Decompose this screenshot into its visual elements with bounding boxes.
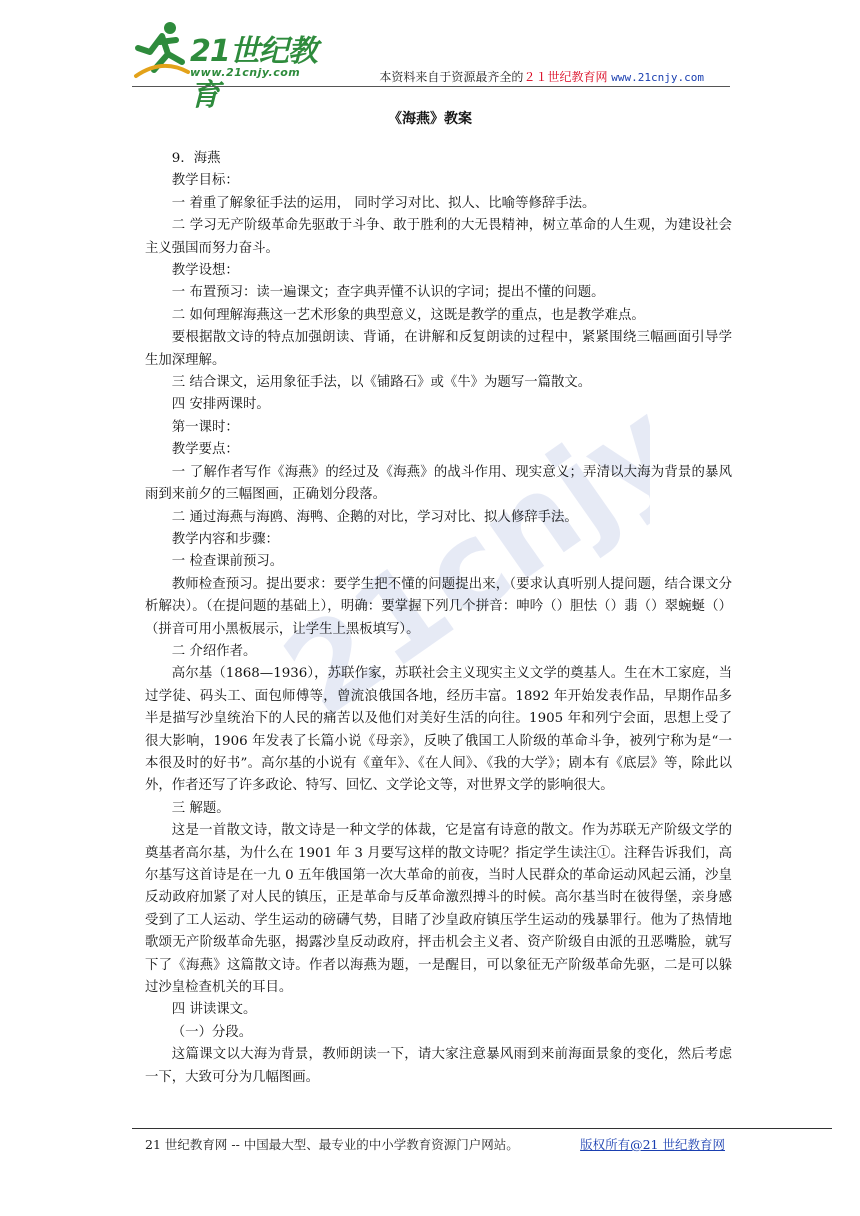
running-figure-icon [132,18,192,84]
paragraph: 教学目标： [171,173,239,189]
header-note-prefix: 本资料来自于资源最齐全的 [379,70,524,84]
paragraph: 一 检查课前预习。 [171,554,284,570]
paragraph: 三 解题。 [171,800,230,816]
paragraph: 9．海燕 [171,151,221,166]
header-note [379,68,704,85]
paragraph: 二 学习无产阶级革命先驱敢于斗争、敢于胜利的大无畏精神，树立革命的人生观，为建设社会主义强国而努力奋斗。 [145,218,732,256]
page-footer [145,1135,725,1153]
document-body [145,148,732,1089]
footer-text: 21 世纪教育网 -- 中国最大型、最专业的中小学教育资源门户网站。 [145,1137,519,1152]
footer-divider [132,1128,832,1129]
paragraph: （一）分段。 [171,1024,253,1040]
paragraph: 要根据散文诗的特点加强朗读、背诵，在讲解和反复朗读的过程中，紧紧围绕三幅画面引导学生加深理解。 [145,330,732,368]
paragraph: 教学内容和步骤： [171,531,279,547]
paragraph: 二 介绍作者。 [171,643,257,659]
paragraph: 教学设想： [171,263,239,279]
paragraph: 教学要点： [171,442,239,458]
site-logo[interactable] [132,18,342,113]
paragraph: 二 如何理解海燕这一艺术形象的典型意义，这既是教学的重点，也是教学难点。 [171,307,645,323]
paragraph: 一 布置预习：读一遍课文；查字典弄懂不认识的字词；提出不懂的问题。 [171,285,605,301]
paragraph: 第一课时： [171,419,239,435]
logo-url: www.21cnjy.com [190,66,301,79]
paragraph: 四 讲读课文。 [171,1002,257,1018]
svg-text:21cnjy: 21cnjy [260,380,650,745]
header-url-link[interactable]: www.21cnjy.com [611,71,704,84]
paragraph: 一 着重了解象征手法的运用， 同时学习对比、拟人、比喻等修辞手法。 [171,195,596,211]
paragraph: 这是一首散文诗，散文诗是一种文学的体裁，它是富有诗意的散文。作为苏联无产阶级文学的奠基者高尔基，为什么在 1901 年 3 月要写这样的散文诗呢？指定学生读注①。注释告诉我们，高尔基写这首诗是在一九 0 五年俄国第一次大革命的前夜，当时人民群众的革命运动风起云涌，沙皇反动政府加紧了对人民的镇压，正是革命与反革命激烈搏斗的时候。高尔基当时在彼得堡，亲身感受到了工人运动、学生运动的磅礴气势，目睹了沙皇政府镇压学生运动的残暴罪行。他为了热情地歌颂无产阶级革命先驱，揭露沙皇反动政府，抨击机会主义者、资产阶级自由派的丑恶嘴脸，就写下了《海燕》这篇散文诗。作者以海燕为题，一是醒目，可以象征无产阶级革命先驱，二是可以躲过沙皇检查机关的耳目。 [145,823,732,996]
page-header [132,18,730,113]
copyright-link[interactable]: 版权所有@21 世纪教育网 [580,1137,725,1152]
paragraph: 高尔基（1868—1936），苏联作家，苏联社会主义现实主义文学的奠基人。生在木工家庭，当过学徒、码头工、面包师傅等，曾流浪俄国各地，经历丰富。1892 年开始发表作品，早期作品多半是描写沙皇统治下的人民的痛苦以及他们对美好生活的向往。1905 年和列宁会面，思想上受了很大影响，1906 年发表了长篇小说《母亲》，反映了俄国工人阶级的革命斗争，被列宁称为是“一本很及时的好书”。高尔基的小说有《童年》、《在人间》、《我的大学》；剧本有《底层》等，除此以外，作者还写了许多政论、特写、回忆、文学论文等，对世界文学的影响很大。 [145,666,732,794]
header-brand-link[interactable]: ２１世纪教育网 [523,70,608,84]
paragraph: 四 安排两课时。 [171,397,270,413]
header-divider [132,86,730,87]
paragraph: 一 了解作者写作《海燕》的经过及《海燕》的战斗作用、现实意义；弄清以大海为背景的暴风雨到来前夕的三幅图画，正确划分段落。 [145,464,732,503]
paragraph: 二 通过海燕与海鸥、海鸭、企鹅的对比，学习对比、拟人修辞手法。 [171,509,578,525]
paragraph: 这篇课文以大海为背景，教师朗读一下，请大家注意暴风雨到来前海面景象的变化，然后考虑一下，大致可分为几幅图画。 [145,1047,732,1085]
paragraph: 教师检查预习。提出要求：要学生把不懂的问题提出来，（要求认真听别人提问题，结合课文分析解决）。（在提问题的基础上），明确：要掌握下列几个拼音：呻吟（）胆怯（）翡（）翠蜿蜒（）（拼音可用小黑板展示，让学生上黑板填写）。 [145,576,732,637]
paragraph: 三 结合课文，运用象征手法，以《铺路石》或《牛》为题写一篇散文。 [171,375,592,391]
logo-text: 21世纪教育 [190,34,317,113]
document-title: 《海燕》教案 [388,111,472,127]
